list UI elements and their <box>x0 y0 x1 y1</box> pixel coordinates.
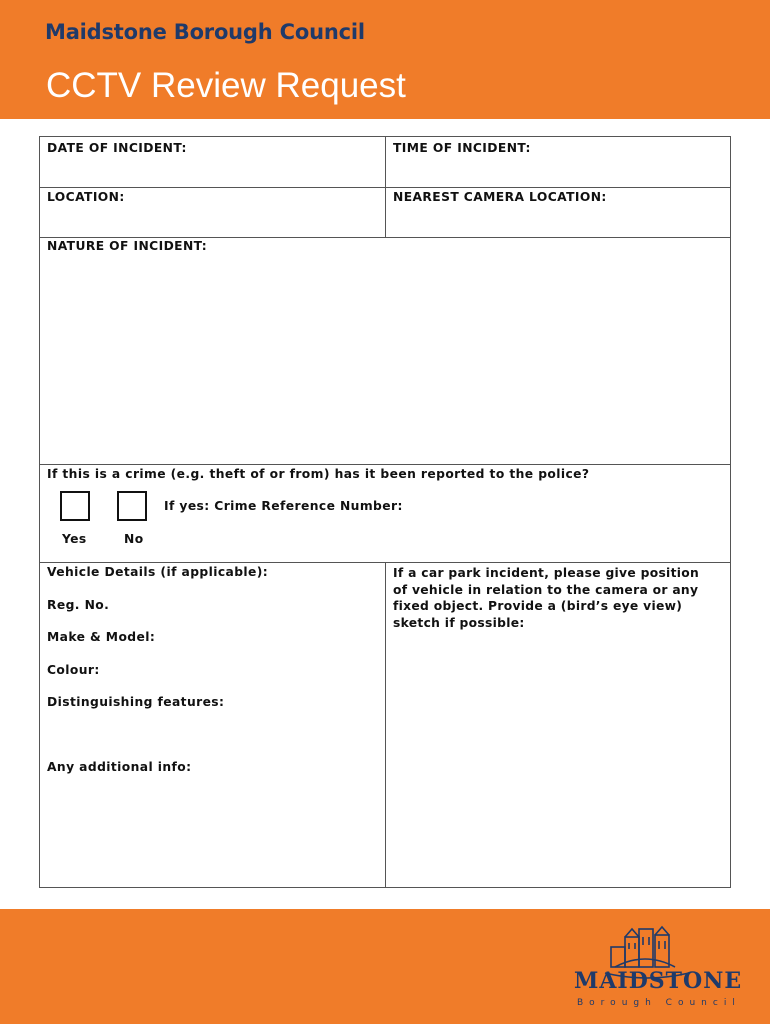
time-of-incident-field[interactable]: TIME OF INCIDENT: <box>393 141 531 155</box>
yes-label: Yes <box>62 532 87 546</box>
nature-of-incident-field[interactable]: NATURE OF INCIDENT: <box>47 239 208 253</box>
date-of-incident-field[interactable]: DATE OF INCIDENT: <box>47 141 187 155</box>
request-form <box>39 136 731 888</box>
crime-reference-field[interactable]: If yes: Crime Reference Number: <box>164 499 403 513</box>
divider <box>385 562 386 887</box>
organisation-name: Maidstone Borough Council <box>45 20 365 44</box>
make-model-field[interactable]: Make & Model: <box>47 630 156 644</box>
vehicle-details-heading: Vehicle Details (if applicable): <box>47 565 269 579</box>
no-checkbox[interactable] <box>117 491 147 521</box>
no-label: No <box>124 532 144 546</box>
additional-info-field[interactable]: Any additional info: <box>47 760 192 774</box>
footer-logo-name: MAIDSTONE <box>574 968 743 994</box>
yes-checkbox[interactable] <box>60 491 90 521</box>
location-field[interactable]: LOCATION: <box>47 190 125 204</box>
colour-field[interactable]: Colour: <box>47 663 100 677</box>
footer-logo-subtitle: Borough Council <box>577 998 741 1008</box>
divider <box>40 237 730 238</box>
reg-no-field[interactable]: Reg. No. <box>47 598 110 612</box>
crime-question: If this is a crime (e.g. theft of or from) has it been reported to the police? <box>47 467 590 481</box>
divider <box>40 464 730 465</box>
divider <box>40 187 730 188</box>
distinguishing-features-field[interactable]: Distinguishing features: <box>47 695 225 709</box>
nearest-camera-field[interactable]: NEAREST CAMERA LOCATION: <box>393 190 607 204</box>
header-banner <box>0 0 770 119</box>
car-park-sketch-area[interactable]: If a car park incident, please give position of vehicle in relation to the camera or any fixed object. Provide a (bird’s eye view) sketch if possible: <box>393 566 700 630</box>
page-title: CCTV Review Request <box>46 66 406 105</box>
